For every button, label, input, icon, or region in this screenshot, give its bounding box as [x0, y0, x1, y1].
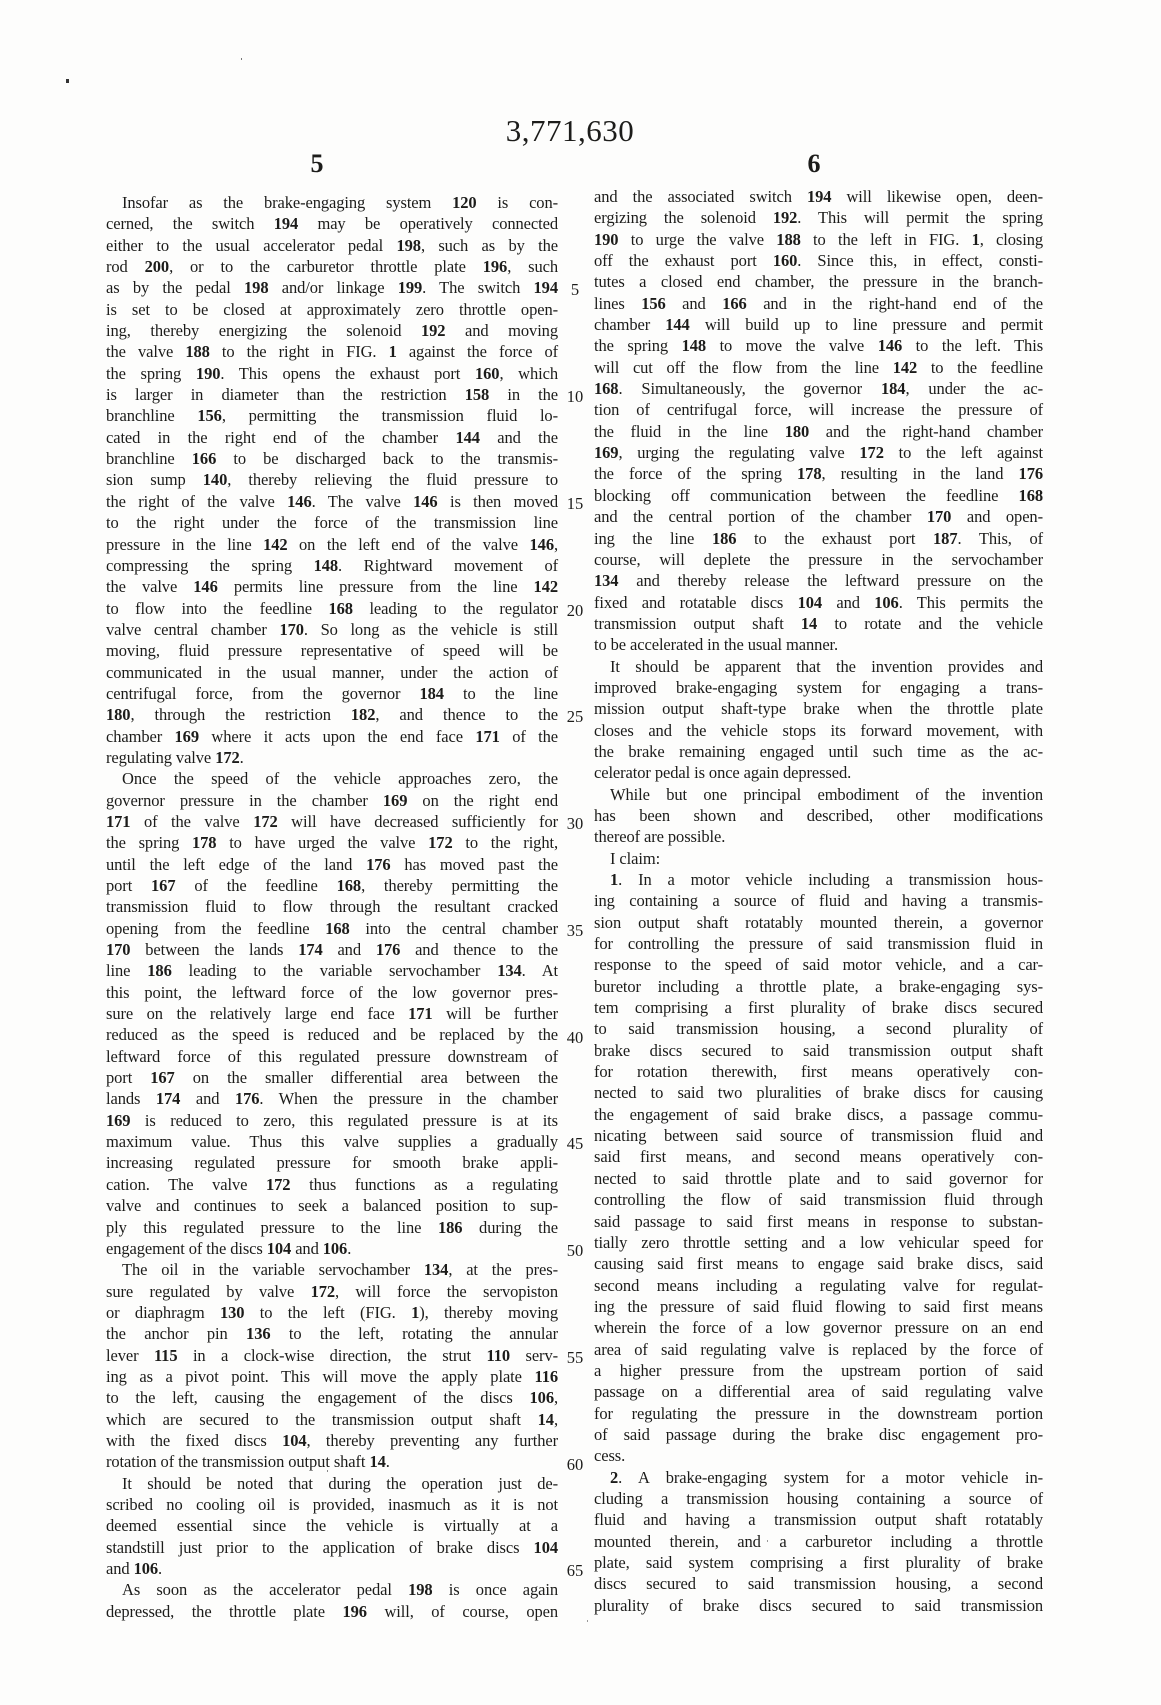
text-line: said passage to said first means in response to substan- [594, 1211, 1043, 1231]
text-line: either to the usual accelerator pedal 198, such as by the [106, 235, 558, 255]
text-line: pressure in the line 142 on the left end of the valve 146, [106, 534, 558, 554]
text-line: 180, through the restriction 182, and thence to the [106, 705, 558, 725]
text-line: a higher pressure from the upstream portion of said [594, 1360, 1043, 1380]
text-line: fixed and rotatable discs 104 and 106. This permits the [594, 592, 1043, 612]
text-line: mission output shaft-type brake when the throttle plate [594, 699, 1043, 719]
text-line: governor pressure in the chamber 169 on the right end [106, 790, 558, 810]
text-line: regulating valve 172. [106, 747, 244, 767]
text-line: valve central chamber 170. So long as the vehicle is still [106, 619, 558, 639]
text-line: celerator pedal is once again depressed. [594, 763, 852, 783]
text-line: the spring 178 to have urged the valve 172 to the right, [106, 833, 558, 853]
gutter-line-number: 50 [566, 1241, 584, 1261]
text-line: tem comprising a first plurality of brake discs secured [594, 998, 1043, 1018]
text-line: which are secured to the transmission output shaft 14, [106, 1409, 558, 1429]
right-column-page-number: 6 [807, 149, 821, 178]
text-line: 170 between the lands 174 and 176 and thence to the [106, 940, 559, 960]
text-line: will cut off the flow from the line 142 to the feedline [594, 357, 1043, 377]
text-line: course, will deplete the pressure in the servochamber [594, 549, 1043, 569]
text-line: ing the line 186 to the exhaust port 187. This, of [594, 528, 1043, 548]
text-line: Once the speed of the vehicle approaches zero, the [122, 769, 558, 789]
text-line: the right of the valve 146. The valve 146 is then moved [106, 491, 558, 511]
text-line: response to the speed of said motor vehicle, and a car- [594, 955, 1043, 975]
text-line: cation. The valve 172 thus functions as a regulating [106, 1174, 558, 1194]
text-line: the valve 188 to the right in FIG. 1 against the force of [106, 342, 558, 362]
text-line: to be accelerated in the usual manner. [594, 635, 839, 655]
gutter-line-number: 25 [566, 707, 584, 727]
text-line: to the left, causing the engagement of the discs 106, [106, 1388, 558, 1408]
text-line: until the left edge of the land 176 has moved past the [106, 854, 558, 874]
text-line: It should be apparent that the invention provides and [610, 656, 1043, 676]
text-line: scribed no cooling oil is provided, inasmuch as it is not [106, 1494, 558, 1514]
text-line: ing, thereby energizing the solenoid 192 and moving [106, 321, 558, 341]
text-line: is larger in diameter than the restriction 158 in the [106, 385, 559, 405]
text-line: branchline 166 to be discharged back to the transmis- [106, 449, 558, 469]
text-line: compressing the spring 148. Rightward movement of [106, 555, 558, 575]
gutter-line-number: 20 [566, 600, 584, 620]
text-line: this point, the leftward force of the low governor pres- [106, 982, 558, 1002]
text-line: fluid and having a transmission output shaft rotatably [594, 1510, 1043, 1530]
text-line: moving, fluid pressure representative of speed will be [106, 641, 558, 661]
text-line: line 186 leading to the variable servochamber 134. At [106, 961, 558, 981]
text-line: sion output shaft rotatably mounted therein, a governor [594, 912, 1043, 932]
text-line: nected to said throttle plate and to said governor for [594, 1168, 1043, 1188]
text-line: transmission fluid to flow through the resultant cracked [106, 897, 558, 917]
text-line: improved brake-engaging system for engaging a trans- [594, 677, 1043, 697]
text-line: ing as a pivot point. This will move the apply plate 116 [106, 1366, 558, 1386]
text-line: sure regulated by valve 172, will force the servopiston [106, 1281, 558, 1301]
text-line: sure on the relatively large end face 171 will be further [106, 1004, 558, 1024]
text-line: to flow into the feedline 168 leading to the regulator [106, 598, 558, 618]
text-line: leftward force of this regulated pressure downstream of [106, 1046, 558, 1066]
text-line: 1. In a motor vehicle including a transmission hous- [610, 870, 1043, 889]
text-line: mounted therein, and a carburetor including a throttle [594, 1531, 1043, 1551]
text-line: with the fixed discs 104, thereby preventing any further [106, 1430, 558, 1450]
gutter-line-numbers [556, 190, 594, 1630]
text-line: closes and the vehicle stops its forward movement, with [594, 720, 1043, 740]
text-line: branchline 156, permitting the transmission fluid lo- [106, 406, 558, 426]
text-line: I claim: [610, 848, 661, 868]
text-line: nicating between said source of transmission fluid and [594, 1126, 1043, 1146]
text-line: cerned, the switch 194 may be operatively connected [106, 214, 558, 234]
text-line: centrifugal force, from the governor 184 to the line [106, 683, 558, 703]
text-line: discs secured to said transmission housing, a second [594, 1574, 1043, 1594]
text-line: port 167 on the smaller differential area between the [106, 1068, 558, 1088]
text-line: buretor including a throttle plate, a brake-engaging sys- [594, 976, 1043, 996]
gutter-line-number: 35 [566, 920, 584, 940]
text-line: The oil in the variable servochamber 134, at the pres- [122, 1260, 558, 1280]
text-line: ply this regulated pressure to the line 186 during the [106, 1217, 558, 1237]
text-line: ing containing a source of fluid and having a transmis- [594, 891, 1043, 911]
text-line: 171 of the valve 172 will have decreased sufficiently for [106, 811, 558, 831]
gutter-line-number: 45 [566, 1134, 584, 1154]
text-line: As soon as the accelerator pedal 198 is once again [122, 1580, 558, 1600]
text-line: the valve 146 permits line pressure from the line 142 [106, 577, 558, 597]
text-line: 2. A brake-engaging system for a motor vehicle in- [610, 1467, 1043, 1487]
text-line: cess. [594, 1446, 626, 1466]
text-line: nected to said two pluralities of brake discs for causing [594, 1083, 1043, 1103]
text-line: the anchor pin 136 to the left, rotating the annular [106, 1324, 558, 1344]
text-line: 169, urging the regulating valve 172 to the left against [594, 443, 1043, 463]
text-line: port 167 of the feedline 168, thereby permitting the [106, 876, 558, 895]
text-line: has been shown and described, other modifications [594, 805, 1043, 825]
text-line: to the right under the force of the transmission line [106, 513, 558, 533]
text-line: is set to be closed at approximately zero throttle open- [106, 299, 558, 319]
text-line: the engagement of said brake discs, a passage commu- [594, 1104, 1043, 1124]
text-line: tially zero throttle setting and a low vehicular speed for [594, 1232, 1043, 1252]
text-line: the fluid in the line 180 and the right-hand chamber [594, 421, 1044, 441]
text-line: engagement of the discs 104 and 106. [106, 1238, 352, 1258]
text-line: chamber 169 where it acts upon the end face 171 of the [106, 726, 559, 746]
text-line: the spring 148 to move the valve 146 to the left. This [594, 336, 1044, 356]
text-line: the brake remaining engaged until such time as the ac- [594, 741, 1043, 761]
text-line: increasing regulated pressure for smooth brake appli- [106, 1153, 558, 1173]
text-line: for rotation therewith, first means operatively con- [594, 1062, 1043, 1082]
gutter-line-number: 55 [566, 1347, 584, 1367]
text-line: valve and continues to seek a balanced position to sup- [106, 1196, 558, 1216]
text-line: standstill just prior to the application of brake discs 104 [106, 1537, 558, 1557]
text-line: wherein the force of a low governor pressure on an end [594, 1318, 1043, 1338]
text-line: maximum value. Thus this valve supplies a gradually [106, 1132, 558, 1152]
text-line: thereof are possible. [594, 827, 726, 847]
text-line: transmission output shaft 14 to rotate and the vehicle [594, 613, 1043, 633]
text-line: tion of centrifugal force, will increase the pressure of [594, 400, 1043, 420]
text-line: brake discs secured to said transmission output shaft [594, 1040, 1043, 1060]
text-line: and the central portion of the chamber 170 and open- [594, 507, 1043, 527]
left-column-page-number: 5 [310, 149, 324, 178]
text-line: ing the pressure of said fluid flowing to said first means [594, 1296, 1043, 1316]
text-line: communicated in the usual manner, under the action of [106, 662, 558, 682]
text-line: While but one principal embodiment of the invention [610, 784, 1043, 804]
gutter-line-number: 10 [566, 387, 584, 407]
gutter-line-number: 65 [566, 1561, 584, 1581]
text-line: 169 is reduced to zero, this regulated pressure is at its [106, 1110, 558, 1130]
text-line: rod 200, or to the carburetor throttle plate 196, such [106, 257, 558, 277]
text-line: lever 115 in a clock-wise direction, the strut 110 serv- [106, 1345, 558, 1365]
text-line: or diaphragm 130 to the left (FIG. 1), thereby moving [106, 1302, 558, 1322]
text-line: 190 to urge the valve 188 to the left in FIG. 1, closing [594, 229, 1044, 249]
text-line: of said passage during the brake disc engagement pro- [594, 1424, 1043, 1444]
gutter-line-number: 15 [566, 493, 584, 513]
text-line: said first means, and second means operatively con- [594, 1147, 1043, 1167]
text-line: as by the pedal 198 and/or linkage 199. The switch 194 [106, 278, 558, 298]
text-line: area of said regulating valve is replaced by the force of [594, 1339, 1043, 1359]
gutter-line-number: 60 [566, 1454, 584, 1474]
patent-number: 3,771,630 [505, 113, 635, 148]
text-line: deemed essential since the vehicle is virtually at a [106, 1516, 558, 1536]
text-line: Insofar as the brake-engaging system 120 is con- [122, 193, 558, 212]
text-line: plate, said system comprising a first plurality of brake [594, 1553, 1043, 1572]
text-line: opening from the feedline 168 into the central chamber [106, 918, 558, 938]
right-column-text [594, 186, 1043, 1616]
left-column-text [106, 192, 558, 1622]
text-line: and the associated switch 194 will likewise open, deen- [594, 187, 1043, 206]
text-line: the force of the spring 178, resulting in the land 176 [594, 464, 1043, 484]
text-line: 134 and thereby release the leftward pressure on the [594, 571, 1043, 591]
text-line: It should be noted that during the operation just de- [122, 1473, 558, 1493]
text-line: passage on a differential area of said regulating valve [594, 1382, 1043, 1402]
text-line: rotation of the transmission output shaft 14. [106, 1452, 390, 1472]
text-line: depressed, the throttle plate 196 will, of course, open [106, 1601, 558, 1621]
text-line: causing said first means to engage said brake discs, said [594, 1254, 1043, 1274]
text-line: to said transmission housing, a second plurality of [594, 1019, 1043, 1039]
text-line: chamber 144 will build up to line pressure and permit [594, 315, 1043, 335]
gutter-line-number: 40 [566, 1027, 584, 1047]
text-line: second means including a regulating valve for regulat- [594, 1275, 1043, 1295]
text-line: sion sump 140, thereby relieving the fluid pressure to [106, 470, 558, 490]
text-line: the spring 190. This opens the exhaust port 160, which [106, 363, 559, 383]
text-line: reduced as the speed is reduced and be replaced by the [106, 1025, 558, 1045]
text-line: blocking off communication between the feedline 168 [594, 485, 1043, 505]
gutter-line-number: 5 [570, 280, 580, 300]
text-line: lands 174 and 176. When the pressure in the chamber [106, 1089, 558, 1109]
text-line: tutes a closed end chamber, the pressure in the branch- [594, 272, 1043, 292]
text-line: for controlling the pressure of said transmission fluid in [594, 934, 1043, 954]
text-line: controlling the flow of said transmission fluid through [594, 1190, 1043, 1210]
text-line: for regulating the pressure in the downstream portion [594, 1403, 1043, 1423]
text-line: ergizing the solenoid 192. This will permit the spring [594, 208, 1043, 228]
text-line: off the exhaust port 160. Since this, in effect, consti- [594, 251, 1043, 271]
text-line: lines 156 and 166 and in the right-hand end of the [594, 293, 1043, 313]
text-line: and 106. [106, 1559, 163, 1578]
text-line: 168. Simultaneously, the governor 184, under the ac- [594, 379, 1043, 399]
text-line: cluding a transmission housing containing a source of [594, 1488, 1043, 1508]
gutter-line-number: 30 [566, 814, 584, 834]
text-line: cated in the right end of the chamber 144 and the [106, 427, 559, 447]
text-line: plurality of brake discs secured to said transmission [594, 1595, 1043, 1615]
